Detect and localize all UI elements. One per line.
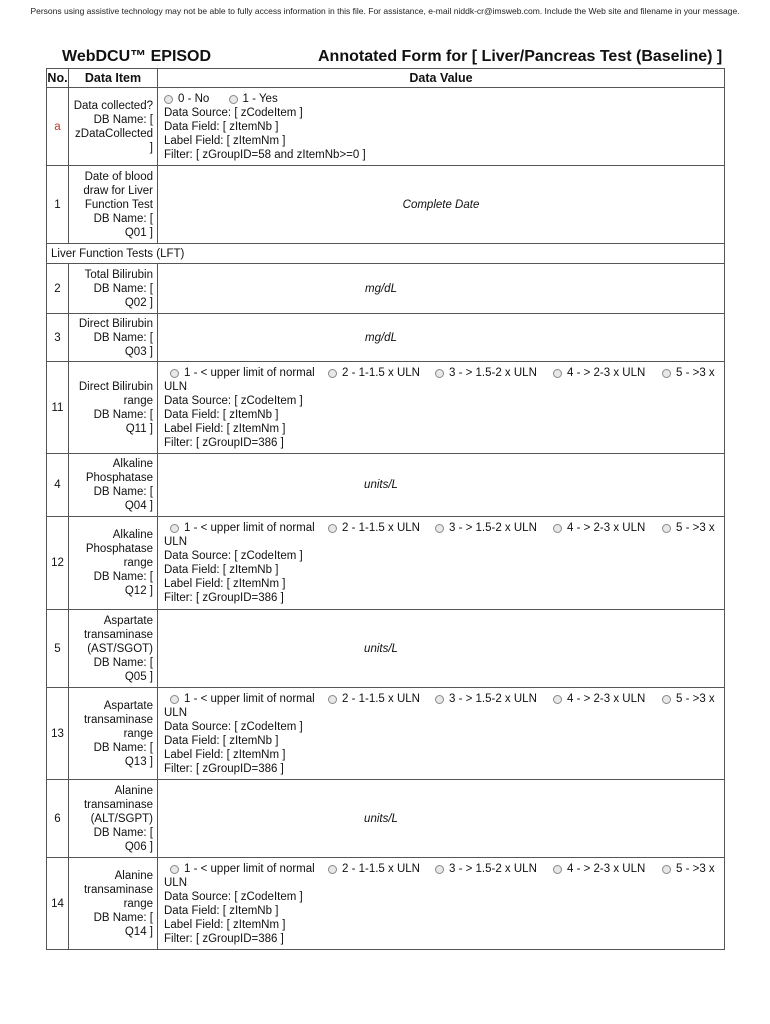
meta-label-field: Label Field: [ zItemNm ] <box>164 748 286 761</box>
radio-option[interactable]: 3 - > 1.5-2 x ULN <box>435 366 537 380</box>
row-number: 12 <box>47 517 69 610</box>
item-line: DB Name: [ <box>93 331 153 344</box>
unit-field[interactable]: units/L <box>158 610 725 688</box>
data-value-cell <box>158 688 725 780</box>
radio-option[interactable]: 2 - 1-1.5 x ULN <box>328 692 420 706</box>
item-line: range <box>123 897 153 910</box>
accessibility-notice: Persons using assistive technology may not be able to fully access information in this file. For assistance, e-mail niddk-cr@imsweb.com. Include the Web site and filename in your message. <box>30 6 740 16</box>
table-row <box>47 362 725 454</box>
app-title: WebDCU™ EPISOD <box>62 48 212 65</box>
meta-data-field: Data Field: [ zItemNb ] <box>164 120 279 133</box>
range-wrap-text: ULN <box>164 706 188 719</box>
data-item-label <box>69 264 158 314</box>
data-item-label <box>69 858 158 950</box>
meta-label-field: Label Field: [ zItemNm ] <box>164 918 286 931</box>
unit-field[interactable]: units/L <box>158 780 725 858</box>
radio-icon[interactable] <box>170 524 179 533</box>
item-line: DB Name: [ <box>93 571 153 583</box>
item-line: Function Test <box>84 198 153 211</box>
radio-option[interactable]: 5 - >3 x <box>662 521 715 535</box>
data-item-label <box>69 362 158 454</box>
meta-data-field: Data Field: [ zItemNb ] <box>164 564 279 576</box>
item-line: zDataCollected <box>75 127 153 140</box>
item-line: Alkaline <box>112 458 153 470</box>
radio-icon[interactable] <box>435 865 444 874</box>
col-header-no: No. <box>47 69 69 88</box>
meta-filter: Filter: [ zGroupID=386 ] <box>164 436 284 449</box>
table-row <box>47 610 725 688</box>
item-line: Direct Bilirubin <box>78 380 153 393</box>
radio-icon[interactable] <box>170 865 179 874</box>
radio-option[interactable]: 1 - < upper limit of normal <box>170 692 315 706</box>
radio-icon[interactable] <box>328 865 337 874</box>
item-line: Q05 ] <box>124 670 153 683</box>
item-line: Q02 ] <box>124 296 153 309</box>
data-item-label <box>69 166 158 244</box>
radio-icon[interactable] <box>553 865 562 874</box>
data-item-label <box>69 454 158 517</box>
item-line: DB Name: [ <box>93 486 153 498</box>
item-line: Data collected? <box>73 99 153 112</box>
form-title: Annotated Form for [ Liver/Pancreas Test (Baseline) ] <box>318 48 723 65</box>
item-line: DB Name: [ <box>93 741 153 754</box>
item-line: (ALT/SGPT) <box>90 812 153 825</box>
data-value-cell <box>158 517 725 610</box>
table-row <box>47 858 725 950</box>
unit-field[interactable]: mg/dL <box>158 264 725 314</box>
radio-option[interactable]: 4 - > 2-3 x ULN <box>553 862 645 876</box>
meta-label-field: Label Field: [ zItemNm ] <box>164 578 286 590</box>
meta-data-source: Data Source: [ zCodeItem ] <box>164 550 303 562</box>
radio-icon[interactable] <box>170 369 179 378</box>
item-line: Direct Bilirubin <box>78 317 153 330</box>
radio-option[interactable]: 2 - 1-1.5 x ULN <box>328 366 420 380</box>
range-wrap-text: ULN <box>164 876 188 889</box>
row-number: 6 <box>47 780 69 858</box>
item-line: Q14 ] <box>124 925 153 938</box>
radio-option[interactable]: 5 - >3 x <box>662 366 715 380</box>
table-row <box>47 688 725 780</box>
row-number: a <box>47 88 69 166</box>
meta-data-source: Data Source: [ zCodeItem ] <box>164 106 303 119</box>
item-line: Q06 ] <box>124 840 153 853</box>
item-line: Phosphatase <box>85 472 153 484</box>
meta-filter: Filter: [ zGroupID=386 ] <box>164 932 284 945</box>
radio-icon[interactable] <box>328 524 337 533</box>
radio-option[interactable]: 0 - No <box>164 92 209 106</box>
meta-data-field: Data Field: [ zItemNb ] <box>164 408 279 421</box>
meta-data-source: Data Source: [ zCodeItem ] <box>164 394 303 407</box>
data-item-label <box>69 610 158 688</box>
table-row <box>47 454 725 517</box>
item-line: Alkaline <box>112 529 153 541</box>
meta-label-field: Label Field: [ zItemNm ] <box>164 422 286 435</box>
radio-icon[interactable] <box>662 865 671 874</box>
row-number: 1 <box>47 166 69 244</box>
radio-icon[interactable] <box>328 369 337 378</box>
data-item-label <box>69 88 158 166</box>
row-number: 4 <box>47 454 69 517</box>
radio-option[interactable]: 2 - 1-1.5 x ULN <box>328 862 420 876</box>
meta-data-field: Data Field: [ zItemNb ] <box>164 904 279 917</box>
table-row <box>47 88 725 166</box>
radio-option[interactable]: 3 - > 1.5-2 x ULN <box>435 692 537 706</box>
data-value-cell <box>158 362 725 454</box>
meta-filter: Filter: [ zGroupID=386 ] <box>164 762 284 775</box>
radio-icon[interactable] <box>662 524 671 533</box>
row-number: 2 <box>47 264 69 314</box>
col-header-item: Data Item <box>69 69 158 88</box>
radio-option[interactable]: 1 - < upper limit of normal <box>170 366 315 380</box>
range-options <box>164 692 724 706</box>
radio-icon[interactable] <box>328 695 337 704</box>
row-number: 5 <box>47 610 69 688</box>
item-line: Q11 ] <box>125 422 153 435</box>
row-number: 3 <box>47 314 69 362</box>
data-value-cell <box>158 858 725 950</box>
item-line: Aspartate <box>103 614 153 627</box>
range-options <box>164 521 724 535</box>
item-line: DB Name: [ <box>93 656 153 669</box>
radio-icon[interactable] <box>662 695 671 704</box>
item-line: Q13 ] <box>124 755 153 768</box>
meta-data-source: Data Source: [ zCodeItem ] <box>164 890 303 903</box>
table-row <box>47 264 725 314</box>
table-row <box>47 517 725 610</box>
item-line: Alanine <box>114 784 153 797</box>
item-line: Date of blood <box>84 170 153 183</box>
item-line: draw for Liver <box>83 184 153 197</box>
item-line: transaminase <box>83 713 153 726</box>
table-row <box>47 166 725 244</box>
date-field[interactable]: Complete Date <box>158 166 725 244</box>
item-line: Aspartate <box>103 699 153 712</box>
section-header: Liver Function Tests (LFT) <box>47 244 725 264</box>
radio-icon[interactable] <box>435 369 444 378</box>
item-line: DB Name: [ <box>93 212 153 225</box>
annotated-form-table <box>46 68 725 950</box>
table-row <box>47 314 725 362</box>
item-line: DB Name: [ <box>93 826 153 839</box>
radio-option[interactable]: 3 - > 1.5-2 x ULN <box>435 862 537 876</box>
item-line: (AST/SGOT) <box>87 642 153 655</box>
radio-icon[interactable] <box>435 695 444 704</box>
data-item-label <box>69 314 158 362</box>
radio-option[interactable]: 3 - > 1.5-2 x ULN <box>435 521 537 535</box>
range-wrap-text: ULN <box>164 536 188 548</box>
item-line: Q03 ] <box>124 345 153 358</box>
item-line: range <box>123 727 153 740</box>
unit-field[interactable]: mg/dL <box>158 314 725 362</box>
radio-icon[interactable] <box>553 695 562 704</box>
radio-icon[interactable] <box>164 95 173 104</box>
item-line: ] <box>149 141 153 154</box>
data-value-cell <box>158 88 725 166</box>
item-line: DB Name: [ <box>93 282 153 295</box>
radio-option[interactable]: 2 - 1-1.5 x ULN <box>328 521 420 535</box>
radio-icon[interactable] <box>229 95 238 104</box>
radio-option[interactable]: 1 - Yes <box>229 92 278 106</box>
meta-label-field: Label Field: [ zItemNm ] <box>164 134 286 147</box>
range-wrap-text: ULN <box>164 380 188 393</box>
item-line: DB Name: [ <box>93 408 153 421</box>
radio-option[interactable]: 4 - > 2-3 x ULN <box>553 366 645 380</box>
item-line: Total Bilirubin <box>84 268 153 281</box>
meta-filter: Filter: [ zGroupID=386 ] <box>164 592 284 604</box>
row-number: 14 <box>47 858 69 950</box>
table-header-row <box>47 69 725 88</box>
row-number: 13 <box>47 688 69 780</box>
item-line: Alanine <box>114 869 153 882</box>
range-options <box>164 366 724 380</box>
item-line: transaminase <box>83 883 153 896</box>
table-row <box>47 780 725 858</box>
radio-icon[interactable] <box>553 524 562 533</box>
section-row <box>47 244 725 264</box>
radio-option[interactable]: 4 - > 2-3 x ULN <box>553 521 645 535</box>
item-line: transaminase <box>83 628 153 641</box>
item-line: Phosphatase <box>85 543 153 555</box>
data-item-label <box>69 688 158 780</box>
item-line: Q12 ] <box>124 585 153 597</box>
radio-icon[interactable] <box>170 695 179 704</box>
item-line: range <box>123 557 153 569</box>
radio-option[interactable]: 4 - > 2-3 x ULN <box>553 692 645 706</box>
radio-option[interactable]: 5 - >3 x <box>662 862 715 876</box>
item-line: transaminase <box>83 798 153 811</box>
col-header-value: Data Value <box>158 69 725 88</box>
radio-icon[interactable] <box>553 369 562 378</box>
item-line: DB Name: [ <box>93 911 153 924</box>
item-line: range <box>123 394 153 407</box>
meta-filter: Filter: [ zGroupID=58 and zItemNb>=0 ] <box>164 148 366 161</box>
radio-icon[interactable] <box>435 524 444 533</box>
row-number: 11 <box>47 362 69 454</box>
item-line: DB Name: [ <box>93 113 153 126</box>
data-item-label <box>69 517 158 610</box>
meta-data-field: Data Field: [ zItemNb ] <box>164 734 279 747</box>
unit-field[interactable]: units/L <box>158 454 725 517</box>
range-options <box>164 862 724 876</box>
item-line: Q04 ] <box>124 500 153 512</box>
radio-option[interactable]: 1 - < upper limit of normal <box>170 521 315 535</box>
item-line: Q01 ] <box>124 226 153 239</box>
radio-option[interactable]: 1 - < upper limit of normal <box>170 862 315 876</box>
radio-icon[interactable] <box>662 369 671 378</box>
meta-data-source: Data Source: [ zCodeItem ] <box>164 720 303 733</box>
radio-option[interactable]: 5 - >3 x <box>662 692 715 706</box>
data-item-label <box>69 780 158 858</box>
